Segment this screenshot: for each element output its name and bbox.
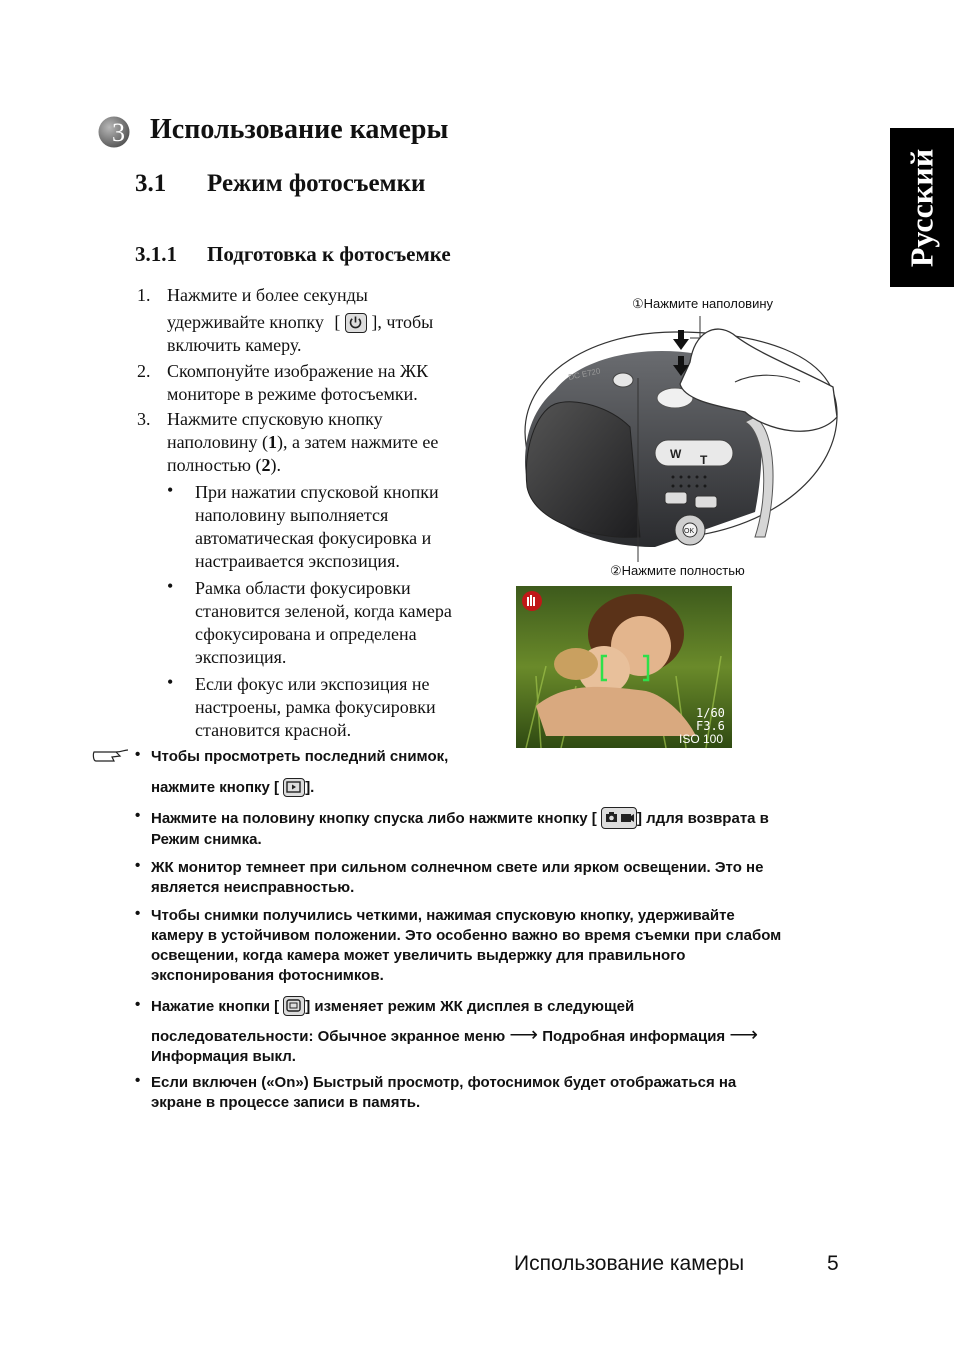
note-text: освещении, когда камера может увеличить выдержку для правильного	[151, 947, 686, 964]
lcd-shutter-value: 1/60	[696, 706, 725, 720]
note-text: нажмите кнопку [	[151, 779, 280, 796]
bullet-text: настраивается экспозиция.	[195, 551, 400, 571]
arrow-right-icon: ⟶	[729, 1024, 759, 1047]
bullet-dot-icon: •	[135, 746, 141, 763]
chapter-title: Использование камеры	[150, 114, 449, 145]
note-text: Нажмите на половину кнопку спуска либо нажмите кнопку [	[151, 809, 597, 827]
display-button-icon	[283, 996, 305, 1016]
chapter-number: 3	[112, 118, 125, 147]
note-text: камеру в устойчивом положении. Это особенно важно во время съемки при слабом	[151, 927, 782, 944]
zoom-w-label: W	[670, 447, 682, 461]
step-3	[137, 408, 487, 477]
lcd-preview-photo	[516, 586, 732, 748]
bullet-text: автоматическая фокусировка и	[195, 528, 432, 548]
step-number: 2.	[137, 361, 151, 381]
step-2	[137, 360, 487, 406]
note-text: ] изменяет режим ЖК дисплея в следующей	[305, 998, 635, 1015]
note-item	[135, 857, 871, 898]
note-text: ] лдля возврата в	[636, 809, 769, 827]
bullet-text: настроены, рамка фокусировки	[195, 697, 436, 717]
bullet-dot-icon: •	[135, 807, 141, 824]
step-ref-2: 2	[261, 455, 271, 475]
capture-mode-button-icon	[601, 807, 637, 829]
section-number: 3.1	[135, 170, 167, 197]
note-text: ].	[305, 779, 315, 796]
ok-button-label: OK	[684, 528, 695, 535]
bullet-dot-icon: •	[167, 672, 174, 692]
bullet-item	[167, 480, 495, 573]
bullet-text: сфокусирована и определена	[195, 624, 417, 644]
step-text: , чтобы	[377, 312, 434, 332]
note-text: Подробная информация	[542, 1028, 726, 1046]
note-item	[135, 1072, 871, 1113]
playback-button-icon	[283, 778, 305, 797]
step-text: Нажмите спусковую кнопку	[167, 409, 383, 429]
step-number: 1.	[137, 285, 151, 305]
step-1: 1. Нажмите и более секунды удерживайте кнопку [ ], чтобы включить камеру.	[167, 284, 487, 357]
label-text: Нажмите полностью	[621, 563, 745, 578]
arrow-right-icon: ⟶	[509, 1024, 539, 1047]
step-text: полностью (	[167, 455, 262, 475]
note-text: Если включен («On») Быстрый просмотр, фотоснимок будет отображаться на	[151, 1074, 737, 1091]
note-text: последовательности: Обычное экранное меню	[151, 1028, 506, 1046]
step-text: ).	[270, 455, 281, 475]
step-text: Нажмите и более секунды	[167, 285, 368, 305]
bullet-text: наполовину выполняется	[195, 505, 389, 525]
footer-title: Использование камеры	[514, 1252, 745, 1275]
step-text: Скомпонуйте изображение на ЖК	[167, 361, 429, 381]
note-item	[135, 905, 871, 986]
note-text: Режим снимка.	[151, 831, 262, 848]
bullet-item	[167, 576, 495, 669]
camera-illustration	[515, 312, 845, 562]
step-text: включить камеру.	[167, 335, 302, 355]
bullet-dot-icon: •	[135, 857, 141, 874]
page-number: 5	[827, 1252, 839, 1275]
bullet-dot-icon: •	[167, 480, 174, 500]
bullet-dot-icon: •	[135, 1072, 141, 1089]
step-text: наполовину (	[167, 432, 269, 452]
subsection-title: Подготовка к фотосъемке	[207, 242, 451, 266]
power-button-icon	[345, 313, 367, 333]
note-text: Чтобы снимки получились четкими, нажимая спусковую кнопку, удерживайте	[151, 907, 735, 924]
bullet-dot-icon: •	[135, 996, 141, 1013]
lcd-aperture-value: F3.6	[696, 719, 725, 733]
note-item	[135, 996, 871, 1067]
bullet-text: Если фокус или экспозиция не	[195, 674, 430, 694]
step-text: мониторе в режиме фотосъемки.	[167, 384, 418, 404]
lcd-iso-value: ISO 100	[679, 732, 724, 746]
bullet-dot-icon: •	[167, 576, 174, 596]
language-tab-label: Русский	[903, 148, 940, 267]
label-press-full	[610, 563, 745, 579]
marker-2: ②	[610, 563, 622, 578]
note-hand-icon	[92, 744, 130, 764]
bullet-item	[167, 672, 495, 742]
camera-model-label: DC E720	[567, 366, 602, 382]
note-text: Информация выкл.	[151, 1048, 296, 1066]
language-tab	[890, 128, 954, 287]
section-title: Режим фотосъемки	[207, 170, 426, 197]
step-text: удерживайте кнопку	[167, 312, 324, 332]
note-text: экспонирования фотоснимков.	[151, 967, 384, 984]
note-text: экране в процессе записи в память.	[151, 1094, 421, 1111]
label-text: Нажмите наполовину	[643, 296, 774, 311]
bullet-text: становится красной.	[195, 720, 352, 740]
note-text: ЖК монитор темнеет при сильном солнечном свете или ярком освещении. Это не	[151, 859, 764, 876]
step-ref-1: 1	[268, 432, 278, 452]
note-item	[135, 746, 851, 798]
note-text: является неисправностью.	[151, 879, 355, 896]
note-item	[135, 807, 871, 850]
label-press-half	[632, 296, 773, 312]
step-text: ), а затем нажмите ее	[277, 432, 439, 452]
note-text: Нажатие кнопки [	[151, 998, 280, 1015]
step-number: 3.	[137, 409, 151, 429]
marker-1: ①	[632, 296, 644, 311]
bullet-text: экспозиция.	[195, 647, 287, 667]
subsection-number: 3.1.1	[135, 242, 177, 266]
bullet-text: При нажатии спусковой кнопки	[195, 482, 439, 502]
note-text: Чтобы просмотреть последний снимок,	[151, 748, 449, 765]
bullet-dot-icon: •	[135, 905, 141, 922]
bullet-text: Рамка области фокусировки	[195, 578, 411, 598]
bullet-text: становится зеленой, когда камера	[195, 601, 452, 621]
zoom-t-label: T	[700, 453, 708, 467]
